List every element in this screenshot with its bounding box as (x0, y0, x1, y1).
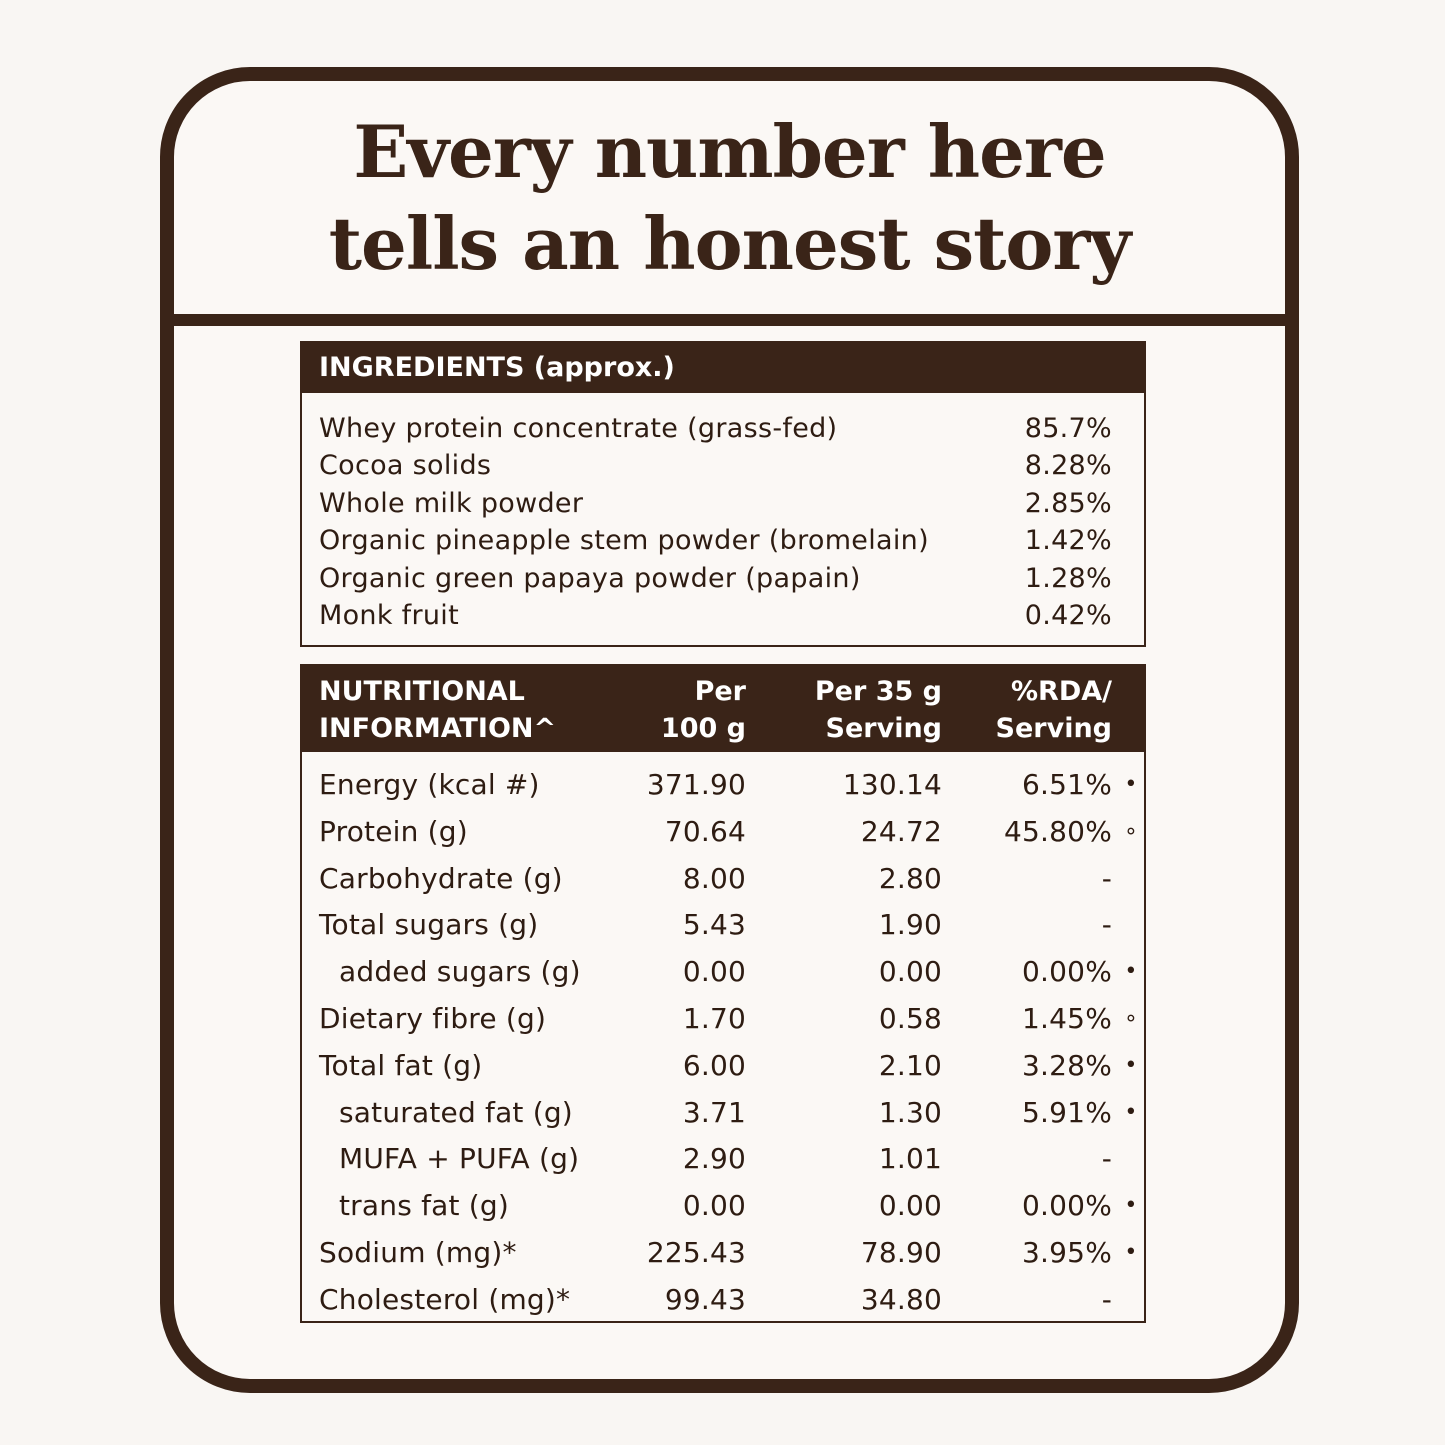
per-serving-value: 2.10 (878, 1048, 942, 1082)
nutrient-name: added sugars (g) (339, 955, 581, 989)
per-100g-value: 3.71 (682, 1095, 746, 1129)
table-row (302, 1230, 1144, 1277)
ingredient-row (319, 597, 1112, 634)
rda-value: 5.91% (1022, 1095, 1112, 1129)
nutrient-name: trans fat (g) (339, 1189, 509, 1223)
nutrition-table (300, 664, 1146, 1323)
header-text: Serving (825, 713, 942, 744)
title-section (174, 81, 1285, 326)
table-row (302, 902, 1144, 949)
table-row (302, 1043, 1144, 1090)
table-row (302, 949, 1144, 996)
rda-value: 3.95% (1022, 1235, 1112, 1269)
nutrient-name: Total fat (g) (319, 1048, 483, 1082)
rda-value: 45.80% (1004, 814, 1112, 848)
rda-value: - (1101, 1142, 1112, 1176)
rda-value: - (1101, 1282, 1112, 1316)
rda-value: 3.28% (1022, 1048, 1112, 1082)
nutrient-name: Protein (g) (319, 814, 468, 848)
bullet-marker: • (1124, 1239, 1138, 1265)
table-row (302, 809, 1144, 856)
table-row (302, 856, 1144, 903)
per-serving-value: 24.72 (860, 814, 942, 848)
bullet-marker: • (1124, 1052, 1138, 1078)
nutrient-name: Sodium (mg)* (319, 1235, 517, 1269)
table-row (302, 762, 1144, 809)
ingredients-table (300, 341, 1146, 647)
per-100g-value: 2.90 (682, 1142, 746, 1176)
per-serving-value: 1.90 (878, 908, 942, 942)
header-text: NUTRITIONAL (319, 676, 525, 707)
bullet-marker: • (1124, 1099, 1138, 1125)
nutrient-name: MUFA + PUFA (g) (339, 1142, 580, 1176)
nutrition-card (160, 67, 1299, 1393)
nutrition-rows (302, 752, 1144, 1324)
ingredient-name: Organic green papaya powder (papain) (319, 562, 861, 594)
nutrient-name: Dietary fibre (g) (319, 1001, 547, 1035)
per-100g-value: 225.43 (646, 1235, 746, 1269)
per-100g-value: 0.00 (682, 1189, 746, 1223)
ingredient-percent: 1.42% (1024, 525, 1112, 557)
per-100g-value: 70.64 (664, 814, 746, 848)
ingredients-header: INGREDIENTS (approx.) (302, 343, 1144, 393)
per-serving-value: 1.01 (878, 1142, 942, 1176)
ingredient-row (319, 560, 1112, 597)
title-line-2: tells an honest story (328, 200, 1131, 286)
title-line-1: Every number here (353, 108, 1106, 194)
nutrient-name: Energy (kcal #) (319, 768, 540, 801)
bullet-marker: • (1124, 959, 1138, 985)
per-serving-value: 2.80 (878, 861, 942, 895)
per-serving-value: 34.80 (860, 1282, 942, 1316)
rda-value: 6.51% (1022, 768, 1112, 801)
ingredient-percent: 1.28% (1024, 562, 1112, 594)
header-text: Per (694, 676, 746, 707)
header-text: Per 35 g (814, 676, 942, 707)
circle-marker: ∘ (1124, 818, 1138, 844)
table-row (302, 1090, 1144, 1137)
header-nutritional-information (319, 673, 556, 747)
per-serving-value: 1.30 (878, 1095, 942, 1129)
header-text: INFORMATION^ (319, 713, 557, 744)
ingredient-row (319, 522, 1112, 559)
ingredients-list (302, 393, 1144, 634)
per-serving-value: 0.00 (878, 955, 942, 989)
per-100g-value: 8.00 (682, 861, 746, 895)
ingredient-name: Cocoa solids (319, 450, 492, 482)
per-100g-value: 0.00 (682, 955, 746, 989)
header-per-100g (661, 673, 746, 747)
per-100g-value: 5.43 (682, 908, 746, 942)
per-serving-value: 0.00 (878, 1189, 942, 1223)
header-text: 100 g (660, 713, 746, 744)
rda-value: - (1101, 908, 1112, 942)
header-text: %RDA/ (1010, 676, 1112, 707)
table-row (302, 1136, 1144, 1183)
ingredient-percent: 85.7% (1024, 413, 1112, 444)
ingredient-name: Whey protein concentrate (grass-fed) (319, 413, 838, 444)
table-row (302, 1183, 1144, 1230)
table-row (302, 1277, 1144, 1324)
nutrient-name: saturated fat (g) (339, 1095, 573, 1129)
bullet-marker: • (1124, 1193, 1138, 1219)
per-serving-value: 0.58 (878, 1001, 942, 1035)
ingredient-row (319, 485, 1112, 522)
per-100g-value: 6.00 (682, 1048, 746, 1082)
nutrition-header (302, 666, 1144, 752)
circle-marker: ∘ (1124, 1005, 1138, 1031)
ingredient-row (319, 447, 1112, 484)
header-rda-serving (996, 673, 1112, 747)
per-serving-value: 78.90 (860, 1235, 942, 1269)
header-text: Serving (995, 713, 1112, 744)
ingredient-row (319, 410, 1112, 447)
ingredient-percent: 0.42% (1024, 599, 1112, 631)
per-serving-value: 130.14 (842, 768, 942, 801)
header-per-35g-serving (815, 673, 942, 747)
ingredient-percent: 2.85% (1024, 487, 1112, 519)
nutrient-name: Cholesterol (mg)* (319, 1282, 571, 1316)
per-100g-value: 371.90 (646, 768, 746, 801)
per-100g-value: 99.43 (664, 1282, 746, 1316)
per-100g-value: 1.70 (682, 1001, 746, 1035)
ingredient-name: Organic pineapple stem powder (bromelain) (319, 525, 929, 557)
rda-value: - (1101, 861, 1112, 895)
rda-value: 1.45% (1022, 1001, 1112, 1035)
ingredient-name: Monk fruit (319, 599, 459, 631)
nutrient-name: Carbohydrate (g) (319, 861, 563, 895)
rda-value: 0.00% (1022, 1189, 1112, 1223)
nutrient-name: Total sugars (g) (319, 908, 539, 942)
bullet-marker: • (1124, 772, 1138, 797)
rda-value: 0.00% (1022, 955, 1112, 989)
ingredient-percent: 8.28% (1024, 450, 1112, 482)
table-row (302, 996, 1144, 1043)
page-title (329, 106, 1130, 290)
ingredient-name: Whole milk powder (319, 487, 584, 519)
